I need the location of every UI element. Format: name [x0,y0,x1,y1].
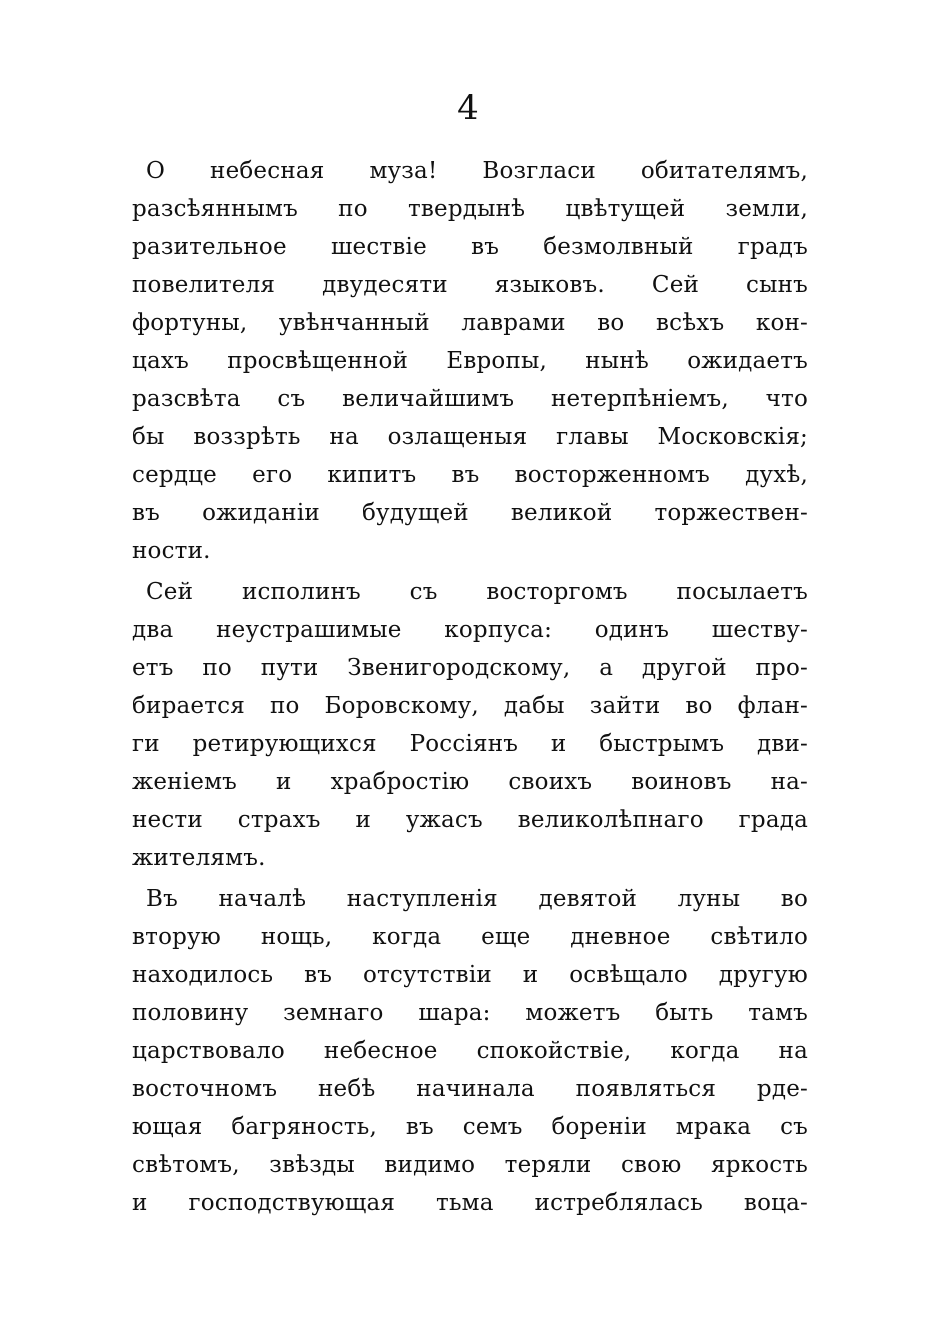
text-line: половину земнаго шара: можетъ быть тамъ [132,1000,808,1026]
text-line: въ ожиданіи будущей великой торжествен- [132,500,808,526]
text-line: фортуны, увѣнчанный лаврами во всѣхъ кон- [132,310,808,336]
text-line: разсѣяннымъ по твердынѣ цвѣтущей земли, [132,196,808,222]
text-line: свѣтомъ, звѣзды видимо теряли свою яркость [132,1152,808,1178]
text-line: находилось въ отсутствіи и освѣщало другую [132,962,808,988]
text-line: О небесная муза! Возгласи обитателямъ, [146,158,808,184]
text-line: бы воззрѣть на озлащеныя главы Московскія; [132,424,808,450]
text-line: жителямъ. [132,845,266,871]
text-line: ющая багряность, въ семъ бореніи мрака съ [132,1114,808,1140]
text-line: етъ по пути Звенигородскому, а другой про- [132,655,808,681]
text-line: бирается по Боровскому, дабы зайти во флан- [132,693,808,719]
text-line: разительное шествіе въ безмолвный градъ [132,234,808,260]
text-line: нести страхъ и ужасъ великолѣпнаго града [132,807,808,833]
text-line: ности. [132,538,211,564]
text-line: два неустрашимые корпуса: одинъ шеству- [132,617,808,643]
text-line: повелителя двудесяти языковъ. Сей сынъ [132,272,808,298]
page-number: 4 [457,88,479,128]
text-line: ги ретирующихся Россіянъ и быстрымъ дви- [132,731,808,757]
paragraph-2 [132,573,808,877]
text-line: восточномъ небѣ начинала появляться рде- [132,1076,808,1102]
paragraph-3 [132,880,808,1222]
text-line: царствовало небесное спокойствіе, когда на [132,1038,808,1064]
text-line: женіемъ и храбростію своихъ воиновъ на- [132,769,808,795]
text-line: Сей исполинъ съ восторгомъ посылаетъ [146,579,808,605]
text-line: и господствующая тьма истреблялась воца- [132,1190,808,1216]
text-line: сердце его кипитъ въ восторженномъ духѣ, [132,462,808,488]
text-line: Въ началѣ наступленія девятой луны во [146,886,808,912]
text-line: разсвѣта съ величайшимъ нетерпѣніемъ, что [132,386,808,412]
text-line: вторую нощь, когда еще дневное свѣтило [132,924,808,950]
text-line: цахъ просвѣщенной Европы, нынѣ ожидаетъ [132,348,808,374]
paragraph-1 [132,152,808,570]
